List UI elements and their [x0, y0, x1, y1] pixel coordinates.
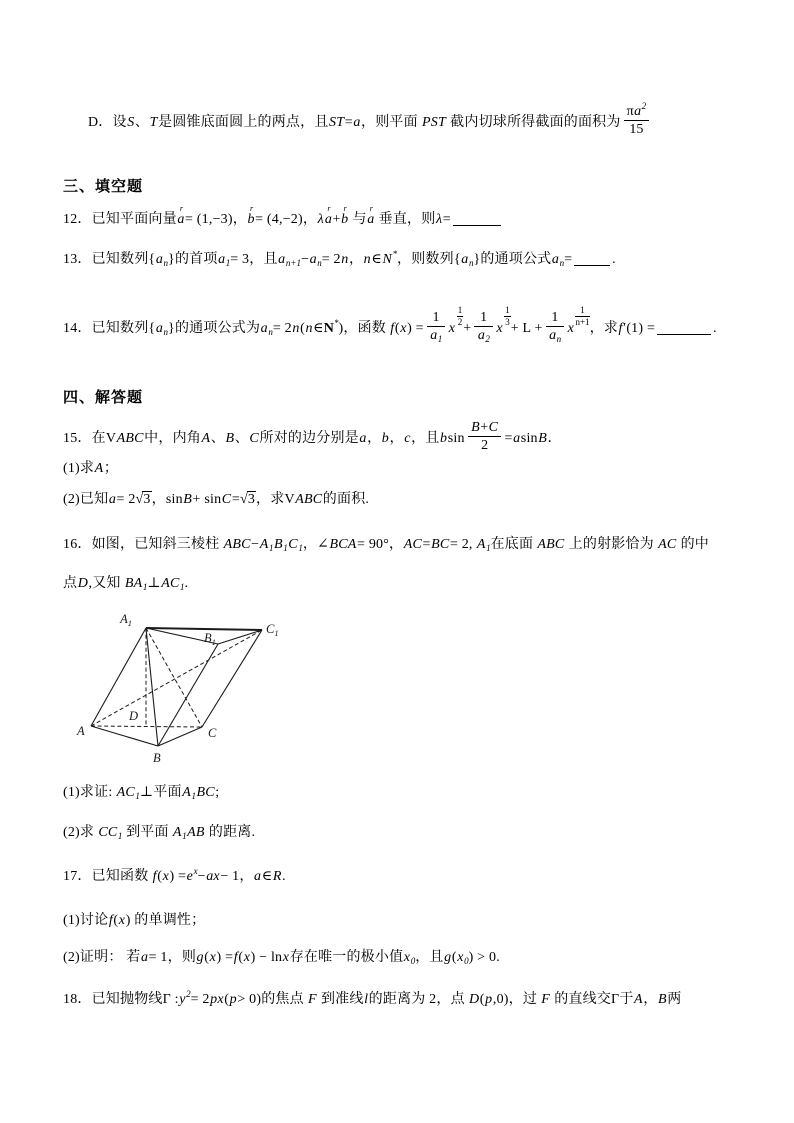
section-title-fill-blank: 三、填空题 [63, 179, 144, 195]
problem-15: 15．在VABC中，内角A、B、C所对的边分别是a，b，c，且bsin $\frac{B+C}{2}$ =asinB． [63, 420, 562, 454]
problem-15-part1: (1)求A； [63, 461, 119, 476]
vertex-label-c1: $C_1$ [266, 622, 279, 638]
vertex-label-c: C [208, 726, 217, 740]
section-title-answer: 四、解答题 [63, 390, 144, 406]
choice-d-line: D．设S、T是圆锥底面圆上的两点，且ST=a，则平面 PST 截内切球所得截面的面积为 $\frac{\pi a^2}{15}$ [88, 106, 652, 140]
vertex-label-a1: $A_1$ [120, 612, 132, 628]
prism-edges-dashed [91, 628, 262, 727]
problem-16-line2: 点D,又知 $BA_1\perp AC_1$. [63, 576, 189, 592]
prism-edges-solid [91, 628, 262, 746]
vertex-label-d: D [129, 709, 139, 723]
vertex-label-b: B [153, 751, 161, 765]
vertex-label-a: A [77, 724, 85, 738]
problem-17-part2: (2)证明： 若a= 1，则g(x) =f(x) − lnx存在唯一的极小值$x_0$，且$g(x_0) > 0$. [63, 950, 500, 966]
problem-14: 14．已知数列$\{a_n\}$的通项公式为$a_n=$ 2n(n∈N*)，函数 f(x) = $\frac{1}{a_1}$ x $\frac{1}{2}$ + $\frac{1}{a_2}$ x $\frac{1}{3}$ + L + $\frac{1}{a_n}$ x $\frac{1}{n+1}$ ，求f′(1) = . [63, 305, 717, 345]
problem-12: 12．已知平面向量 r a= (1,−3)， r b= (4,−2)，λ r a+ r b 与 r a 垂直，则λ= [63, 212, 503, 228]
problem-16-line1: 16．如图，已知斜三棱柱 $ABC-A_1B_1C_1$，∠BCA= 90°，AC=BC= 2, $A_1$在底面 ABC 上的射影恰为 AC 的中 [63, 537, 709, 553]
prism-figure [74, 606, 284, 770]
problem-17-part1: (1)讨论f(x) 的单调性； [63, 913, 206, 928]
problem-15-part2: (2)已知a= 2√3，sinB+ sinC=√3，求VABC的面积. [63, 492, 370, 507]
problem-16-part2: (2)求 $CC_1$ 到平面 $A_1AB$ 的距离. [63, 825, 256, 841]
problem-18: 18．已知抛物线Γ $:y^2= 2px(p> 0)$的焦点 F 到准线l的距离为 2，点 D(p,0)，过 F 的直线交Γ于A，B两 [63, 989, 682, 1007]
problem-16-part1: (1)求证: $AC_1\perp$平面$A_1BC$; [63, 785, 220, 801]
vertex-label-b1: $B_1$ [204, 631, 216, 647]
problem-13: 13．已知数列$\{a_n\}$的首项$a_1= 3$，且$a_{n+1}-a_n= 2n$，n∈N*，则数列$\{a_n\}$的通项公式$a_n=$ . [63, 249, 616, 268]
problem-17: 17．已知函数 $f(x) =e^x-ax- 1$，a∈R. [63, 866, 286, 884]
